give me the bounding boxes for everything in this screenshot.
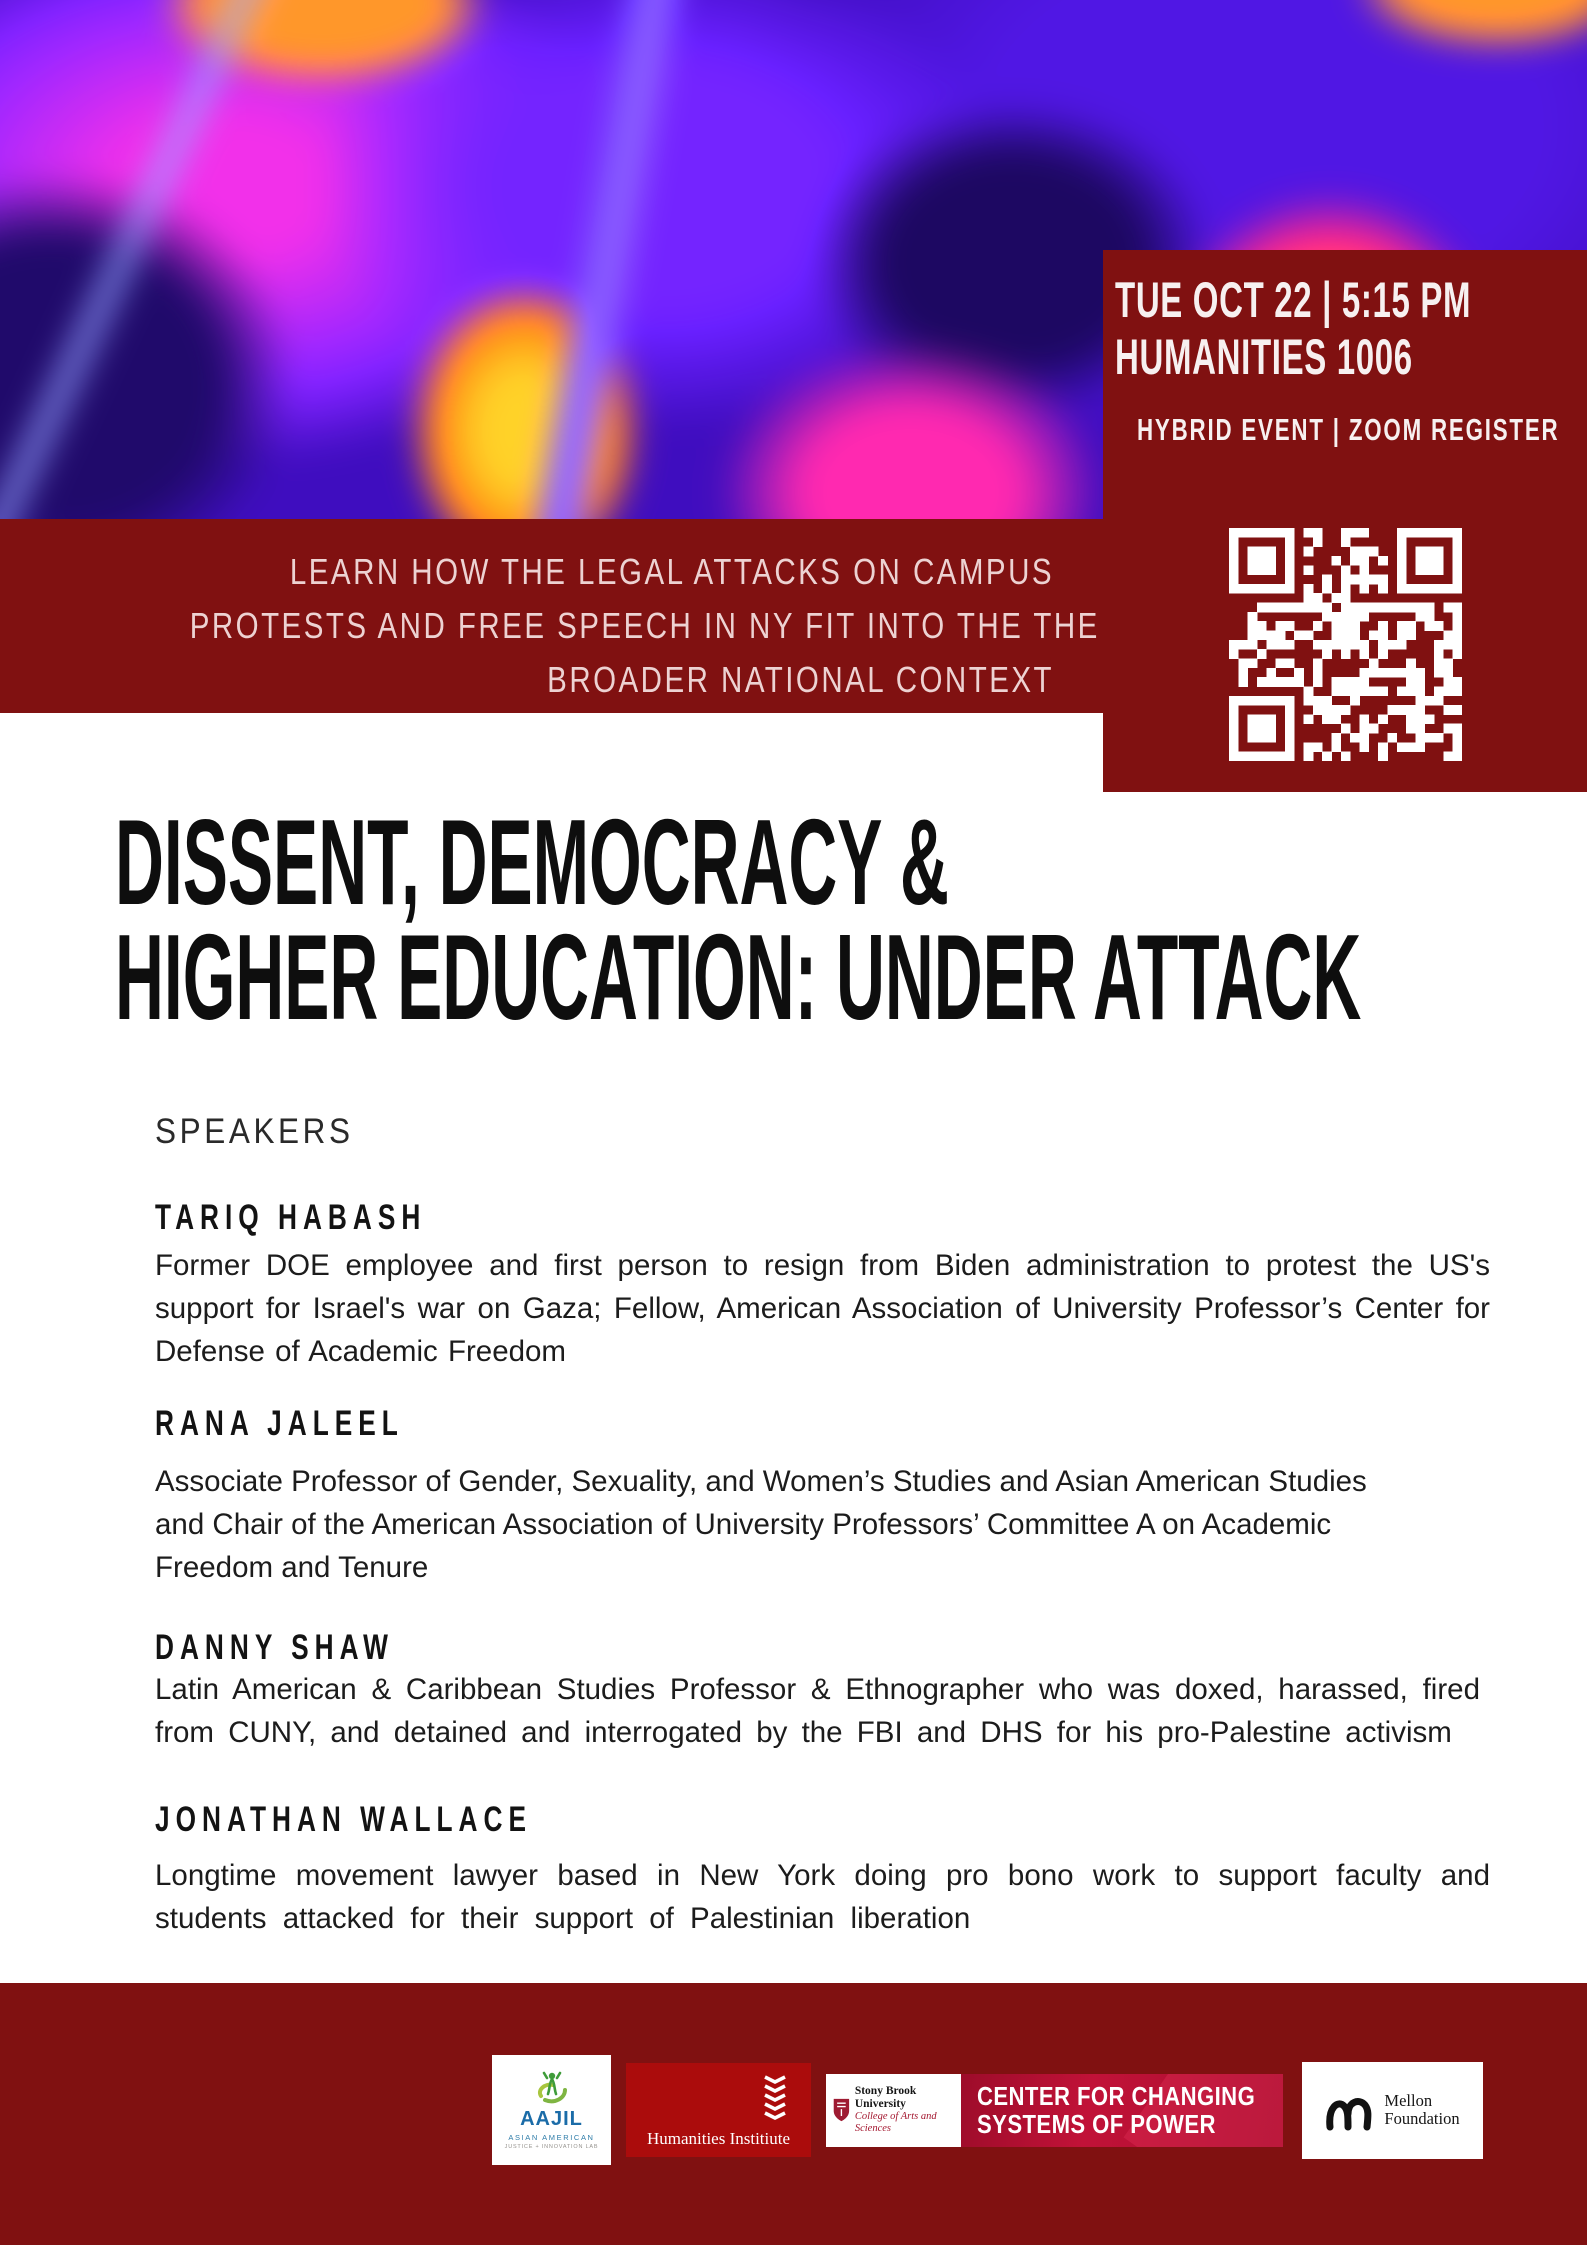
speakers-heading: SPEAKERS (155, 1112, 354, 1151)
mellon-text (1384, 2092, 1459, 2129)
mellon-foundation-logo (1302, 2062, 1483, 2159)
tagline-line: LEARN HOW THE LEGAL ATTACKS ON CAMPUS (289, 551, 1054, 592)
speaker-name-danny-shaw: DANNY SHAW (155, 1628, 394, 1667)
speaker-name-tariq-habash: TARIQ HABASH (155, 1198, 427, 1237)
qr-code-icon (1229, 528, 1462, 761)
speaker-bio-jonathan-wallace: Longtime movement lawyer based in New York doing pro bono work to support faculty and students attacked for their support of Palestinian liberation (155, 1859, 1490, 1935)
speaker-name-jonathan-wallace: JONATHAN WALLACE (155, 1800, 532, 1839)
ccsp-line-1: CENTER FOR CHANGING (977, 2081, 1256, 2111)
mellon-name: Mellon (1384, 2090, 1433, 2110)
speaker-bio-tariq-habash: Former DOE employee and first person to resign from Biden administration to protest the US's support for Israel's war on Gaza; Fellow, American Association of University Professor’s Center for Defense of Academic Freedom (155, 1249, 1490, 1368)
humanities-chevron-icon (761, 2073, 789, 2123)
stony-brook-logo (826, 2074, 961, 2147)
ccsp-line-2: SYSTEMS OF POWER (977, 2109, 1216, 2139)
tagline-line: PROTESTS AND FREE SPEECH IN NY FIT INTO THE THE (189, 605, 1100, 646)
stony-brook-college: College of Arts and Sciences (854, 2111, 937, 2135)
stony-brook-text (855, 2085, 958, 2136)
event-location: HUMANITIES 1006 (1115, 329, 1413, 385)
aajil-figure-icon (535, 2070, 569, 2106)
speaker-bio-danny-shaw: Latin American & Caribbean Studies Professor & Ethnographer who was doxed, harassed, fired from CUNY, and detained and interrogated by the FBI and DHS for his pro-Palestine activism (155, 1673, 1480, 1749)
speaker-bio-rana-jaleel: Associate Professor of Gender, Sexuality, and Women’s Studies and Asian American Studies and Chair of the American Association of University Professors’ Committee A on Academic Freedom and Tenure (155, 1465, 1367, 1584)
stony-brook-name: Stony Brook University (854, 2084, 917, 2110)
humanities-institute-label: Humanities Institiute (646, 2129, 791, 2148)
aajil-subtitle: ASIAN AMERICAN (508, 2133, 595, 2142)
mellon-foundation: Foundation (1384, 2109, 1460, 2128)
speaker-name-rana-jaleel: RANA JALEEL (155, 1404, 404, 1443)
mellon-m-icon (1325, 2089, 1375, 2131)
humanities-institute-logo (626, 2063, 811, 2157)
tagline-band (0, 519, 1103, 713)
page-title (115, 794, 1587, 1045)
aajil-tagline: JUSTICE + INNOVATION LAB (504, 2144, 599, 2150)
event-datetime: TUE OCT 22 | 5:15 PM (1115, 272, 1472, 328)
stony-brook-shield-icon (832, 2095, 851, 2125)
title-line-1: DISSENT, DEMOCRACY & (115, 794, 949, 930)
title-line-2: HIGHER EDUCATION: UNDER ATTACK (115, 909, 1362, 1045)
tagline-line: BROADER NATIONAL CONTEXT (547, 659, 1054, 700)
ccsp-logo (961, 2074, 1283, 2147)
sponsor-logo-row (492, 2054, 1483, 2166)
event-mode: HYBRID EVENT | ZOOM REGISTER (1137, 412, 1560, 447)
aajil-wordmark: AAJIL (520, 2108, 583, 2130)
aajil-logo (492, 2055, 611, 2165)
event-info-panel (1103, 250, 1587, 792)
